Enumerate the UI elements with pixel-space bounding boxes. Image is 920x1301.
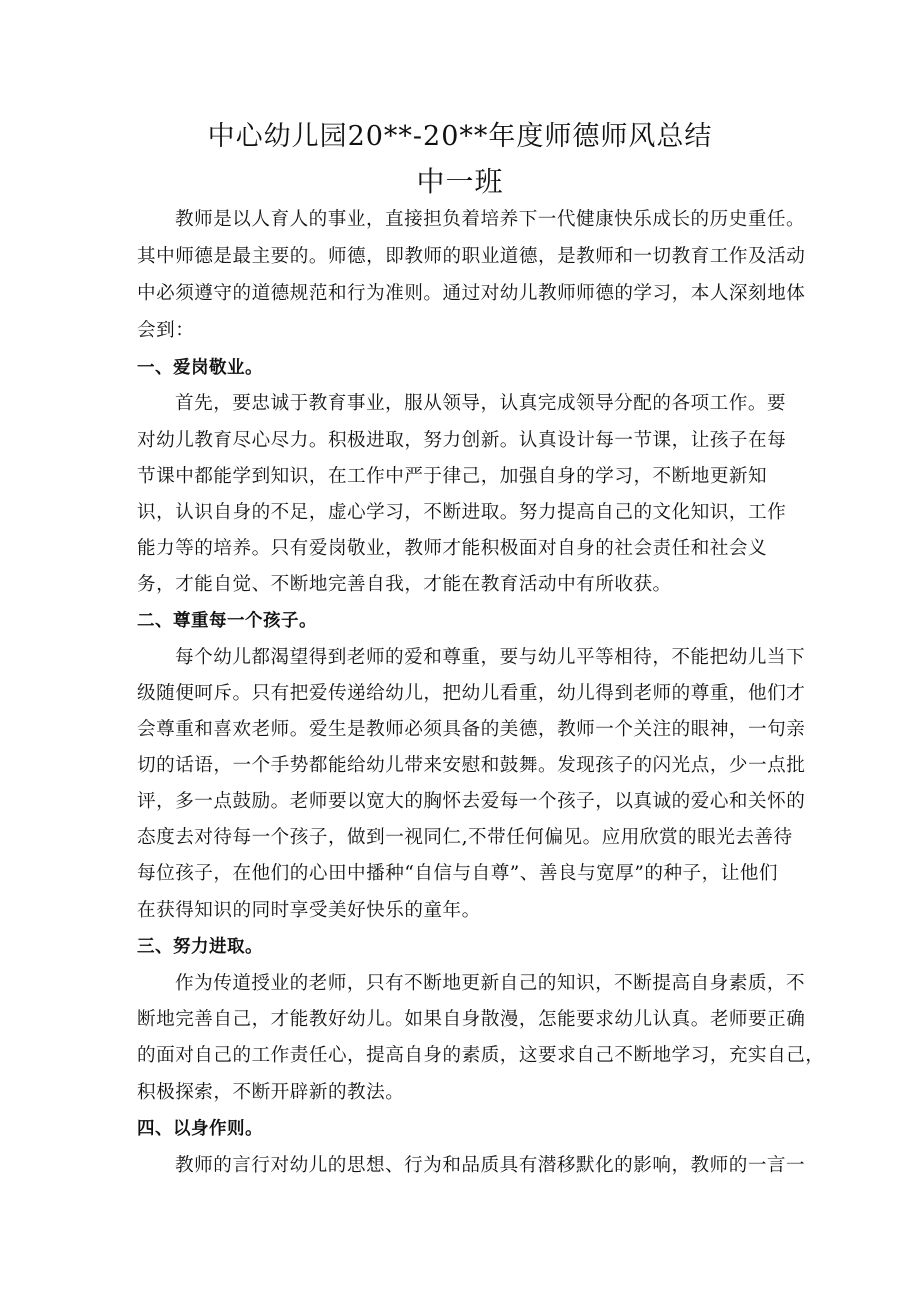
paragraph-line: 每位孩子，在他们的心田中播种“自信与自尊”、善良与宽厚”的种子，让他们 [137,863,779,884]
section-heading-2: 二、尊重每一个孩子。 [137,611,317,631]
paragraph-line: 积极探索，不断开辟新的教法。 [137,1082,405,1103]
paragraph-line: 教师的言行对幼儿的思想、行为和品质具有潜移默化的影响，教师的一言一 [175,1155,806,1176]
paragraph-line: 首先，要忠诚于教育事业，服从领导，认真完成领导分配的各项工作。要 [175,393,787,414]
paragraph-line: 节课中都能学到知识，在工作中严于律己，加强自身的学习，不断地更新知 [137,466,768,487]
paragraph-line: 断地完善自己，才能教好幼儿。如果自身散漫，怎能要求幼儿认真。老师要正确 [137,1009,806,1030]
intro-line: 中必须遵守的道德规范和行为准则。通过对幼儿教师师德的学习，本人深刻地体 [137,283,806,304]
section-heading-1: 一、爱岗敬业。 [137,358,263,378]
paragraph-line: 能力等的培养。只有爱岗敬业，教师才能积极面对自身的社会责任和社会义 [137,538,768,559]
paragraph-line: 每个幼儿都渴望得到老师的爱和尊重，要与幼儿平等相待，不能把幼儿当下 [175,647,806,668]
paragraph-line: 作为传道授业的老师，只有不断地更新自己的知识，不断提高自身素质，不 [175,973,806,994]
paragraph-line: 在获得知识的同时享受美好快乐的童年。 [137,900,481,921]
paragraph-line: 评，多一点鼓励。老师要以宽大的胸怀去爱每一个孩子，以真诚的爱心和关怀的 [137,791,806,812]
paragraph-line: 对幼儿教育尽心尽力。积极进取，努力创新。认真设计每一节课，让孩子在每 [137,430,787,451]
intro-line: 教师是以人育人的事业，直接担负着培养下一代健康快乐成长的历史重任。 [175,209,806,230]
paragraph-line: 识，认识自身的不足，虚心学习，不断进取。努力提高自己的文化知识，工作 [137,502,787,523]
intro-line: 其中师德是最主要的。师德，即教师的职业道德，是教师和一切教育工作及活动 [137,246,806,267]
paragraph-line: 会尊重和喜欢老师。爱生是教师必须具备的美德，教师一个关注的眼神，一句亲 [137,719,806,740]
paragraph-line: 态度去对待每一个孩子，做到一视同仁,不带任何偏见。应用欣赏的眼光去善待 [137,827,793,848]
paragraph-line: 的面对自己的工作责任心，提高自身的素质，这要求自己不断地学习，充实自己， [137,1045,825,1066]
document-title: 中心幼儿园20**-20**年度师德师风总结 [207,121,713,152]
section-heading-4: 四、以身作则。 [137,1119,263,1139]
paragraph-line: 切的话语，一个手势都能给幼儿带来安慰和鼓舞。发现孩子的闪光点，少一点批 [137,755,806,776]
class-name: 中一班 [416,165,504,198]
section-heading-3: 三、努力进取。 [137,937,263,957]
paragraph-line: 级随便呵斥。只有把爱传递给幼儿，把幼儿看重，幼儿得到老师的尊重，他们才 [137,683,806,704]
paragraph-line: 务，才能自觉、不断地完善自我，才能在教育活动中有所收获。 [137,574,672,595]
intro-line: 会到： [137,320,195,341]
